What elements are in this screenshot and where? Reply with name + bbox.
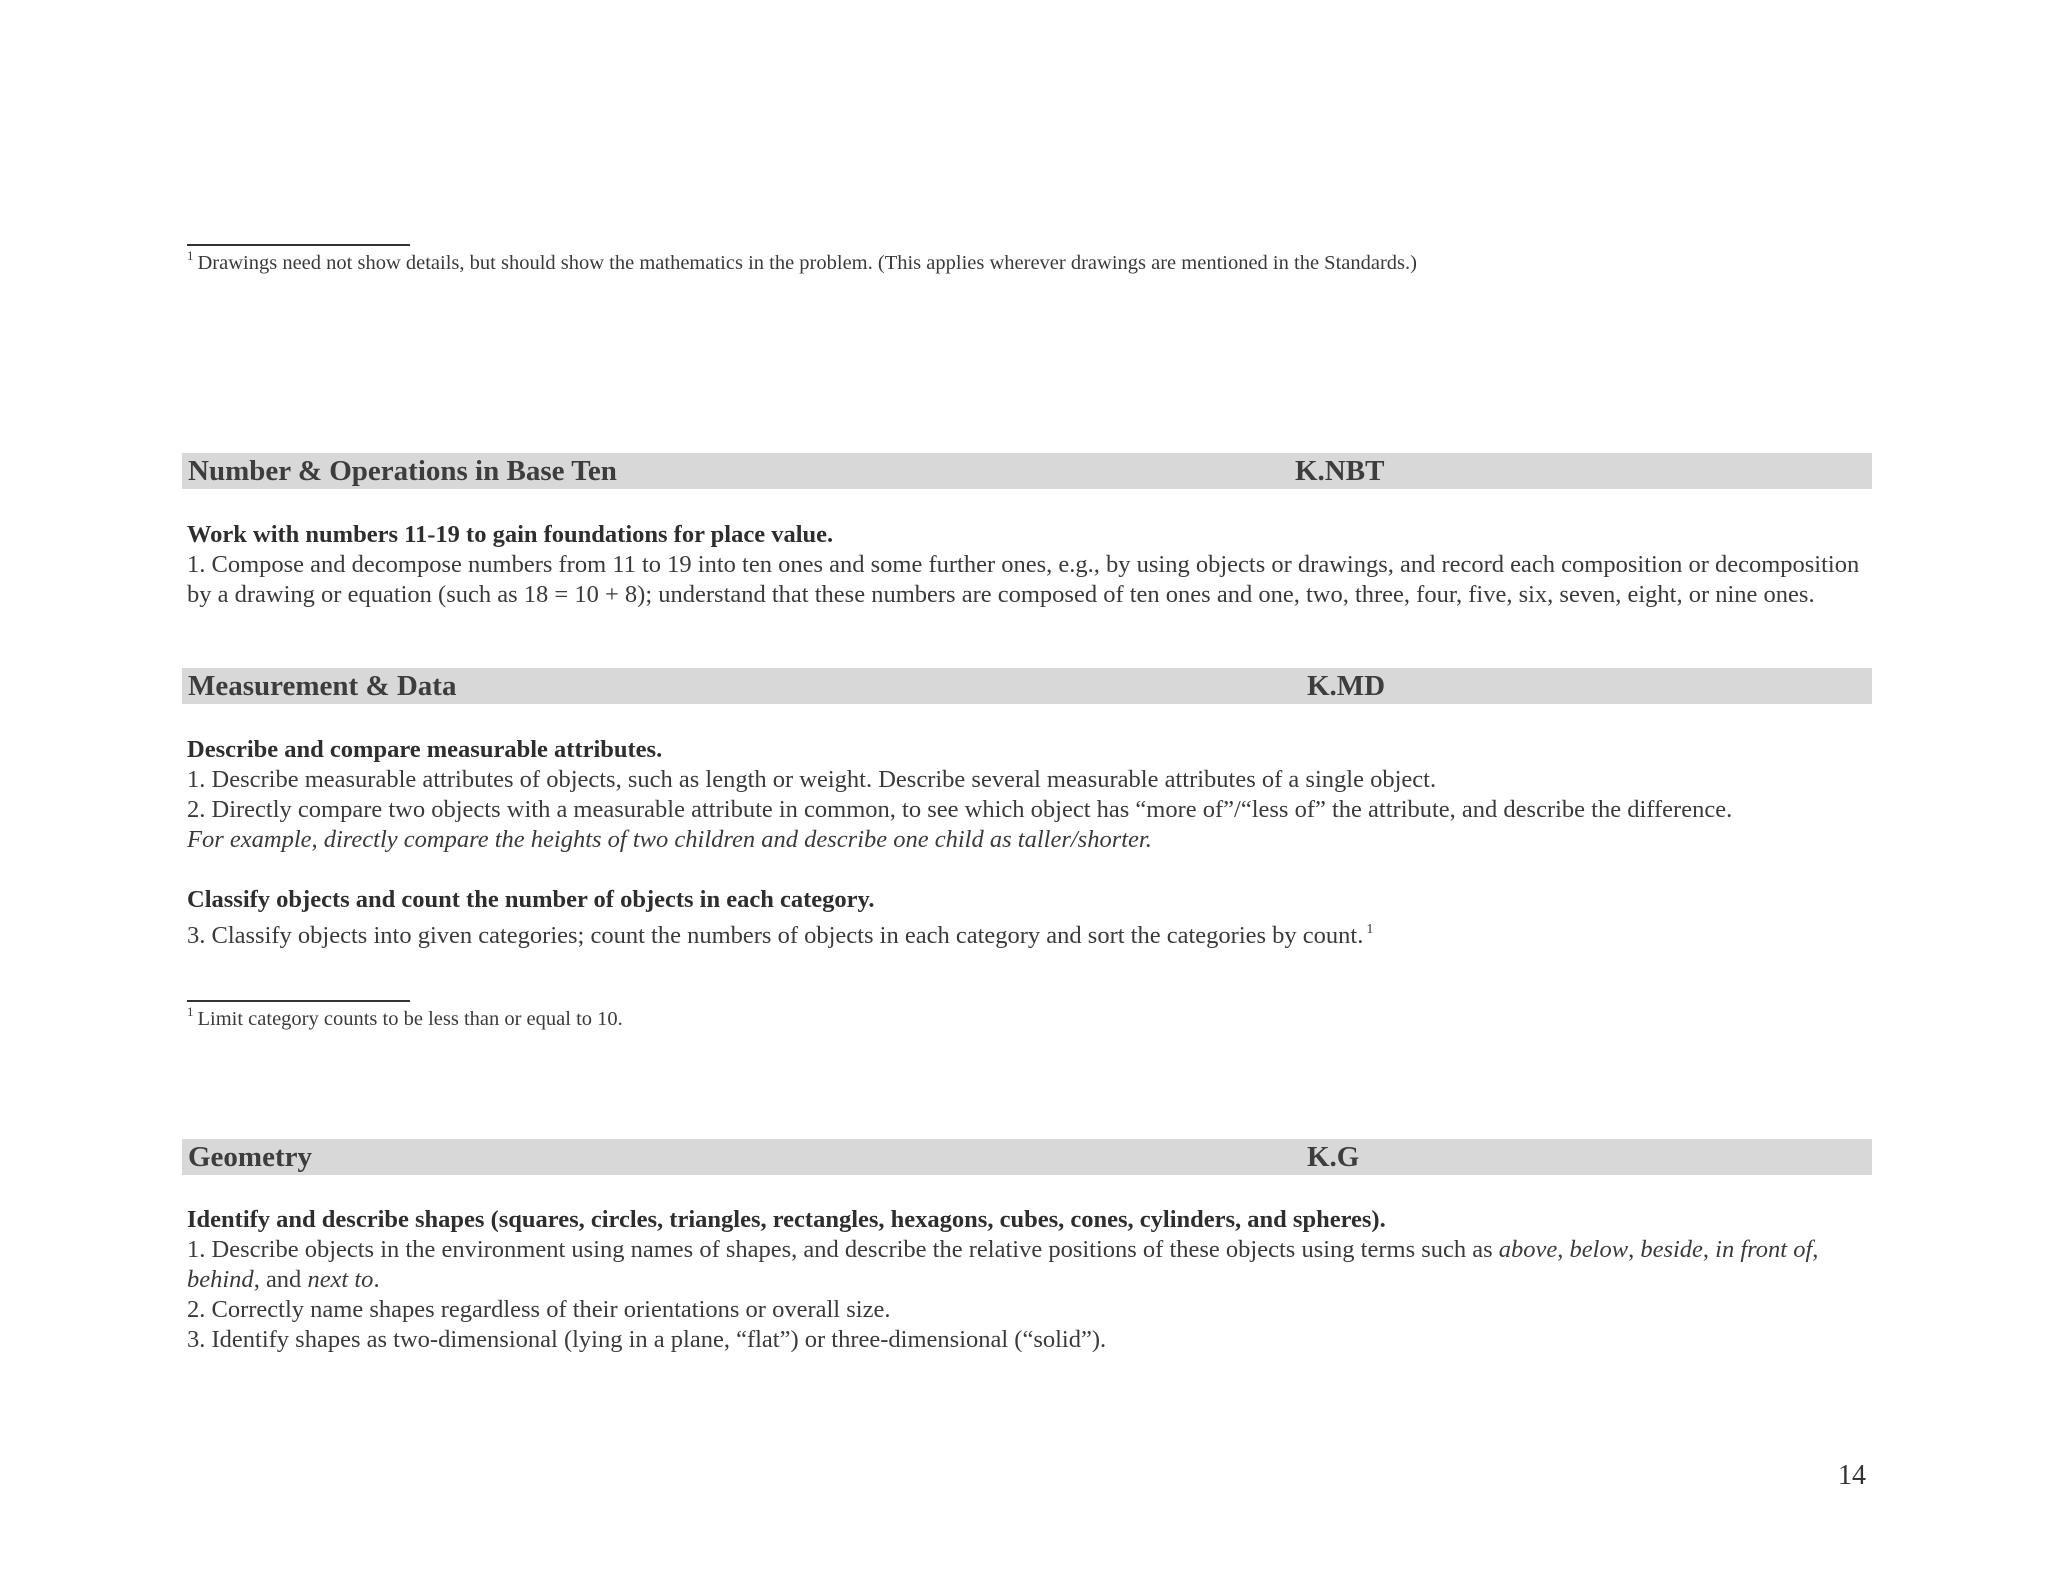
section-header-nbt	[182, 453, 1872, 489]
term-next-to: next to	[307, 1266, 374, 1293]
section-code: K.MD	[1307, 670, 1386, 702]
sep: ,	[1557, 1236, 1570, 1263]
section-title: Measurement & Data	[188, 670, 457, 702]
term-above: above	[1498, 1236, 1558, 1263]
section-body-nbt	[187, 520, 1877, 610]
standard-text: 3. Identify shapes as two-dimensional (lying in a plane, “flat”) or three-dimensional (“solid”).	[187, 1326, 1107, 1353]
sep: .	[373, 1266, 380, 1293]
standard-text: 1. Compose and decompose numbers from 11 to 19 into ten ones and some further ones, e.g., by using objects or drawings, and record each composition or decomposition by a drawing or equation (such as 18 = 10 + 8); understand that these numbers are composed of ten ones and one, two, three, four, five, six, seven, eight, or nine ones.	[187, 551, 1860, 608]
footnote-rule-md	[187, 1000, 410, 1002]
cluster-heading: Identify and describe shapes (squares, circles, triangles, rectangles, hexagons, cubes, cones, cylinders, and spheres).	[187, 1206, 1386, 1233]
section-title: Number & Operations in Base Ten	[188, 455, 617, 487]
page-number: 14	[1838, 1460, 1866, 1491]
example-text: For example, directly compare the heights of two children and describe one child as taller/shorter.	[187, 826, 1152, 853]
sep: ,	[1702, 1236, 1716, 1263]
section-header-md	[182, 668, 1872, 704]
standard-text: 2. Directly compare two objects with a measurable attribute in common, to see which object has “more of”/“less of” the attribute, and describe the difference.	[187, 796, 1733, 823]
footnote-rule-top	[187, 244, 410, 246]
standard-text: 1. Describe measurable attributes of objects, such as length or weight. Describe several measurable attributes of a single object.	[187, 766, 1437, 793]
footnote-md	[187, 1004, 623, 1031]
term-below: below	[1569, 1236, 1629, 1263]
section-code: K.NBT	[1295, 455, 1385, 487]
standard-3-text: 3. Classify objects into given categories; count the numbers of objects in each category and sort the categories by count.	[187, 922, 1364, 949]
section-body-md	[187, 735, 1877, 951]
footnote-text: Drawings need not show details, but should show the mathematics in the problem. (This applies wherever drawings are mentioned in the Standards.)	[197, 252, 1417, 274]
term-beside: beside	[1640, 1236, 1703, 1263]
section-title: Geometry	[188, 1141, 312, 1173]
standard-text	[187, 1235, 1847, 1295]
section-body-geometry	[187, 1205, 1877, 1355]
sep: ,	[1812, 1236, 1819, 1263]
sep: ,	[1628, 1236, 1641, 1263]
footnote-marker: 1	[187, 248, 194, 263]
std1-text: 1. Describe objects in the environment using names of shapes, and describe the relative positions of these objects using terms such as	[187, 1236, 1499, 1263]
sep: , and	[253, 1266, 308, 1293]
term-behind: behind	[187, 1266, 254, 1293]
standard-text: 2. Correctly name shapes regardless of their orientations or overall size.	[187, 1296, 891, 1323]
footnote-top	[187, 248, 1417, 275]
cluster-heading: Work with numbers 11-19 to gain foundations for place value.	[187, 521, 834, 548]
cluster-heading: Classify objects and count the number of objects in each category.	[187, 886, 875, 913]
term-in-front-of: in front of	[1715, 1236, 1813, 1263]
cluster-heading: Describe and compare measurable attributes.	[187, 736, 663, 763]
section-header-geometry	[182, 1139, 1872, 1175]
footnote-text: Limit category counts to be less than or equal to 10.	[197, 1008, 623, 1030]
spacer	[187, 855, 1877, 885]
footnote-marker: 1	[187, 1004, 194, 1019]
standard-text	[187, 915, 1877, 951]
footnote-ref: 1	[1366, 922, 1374, 937]
section-code: K.G	[1307, 1141, 1360, 1173]
